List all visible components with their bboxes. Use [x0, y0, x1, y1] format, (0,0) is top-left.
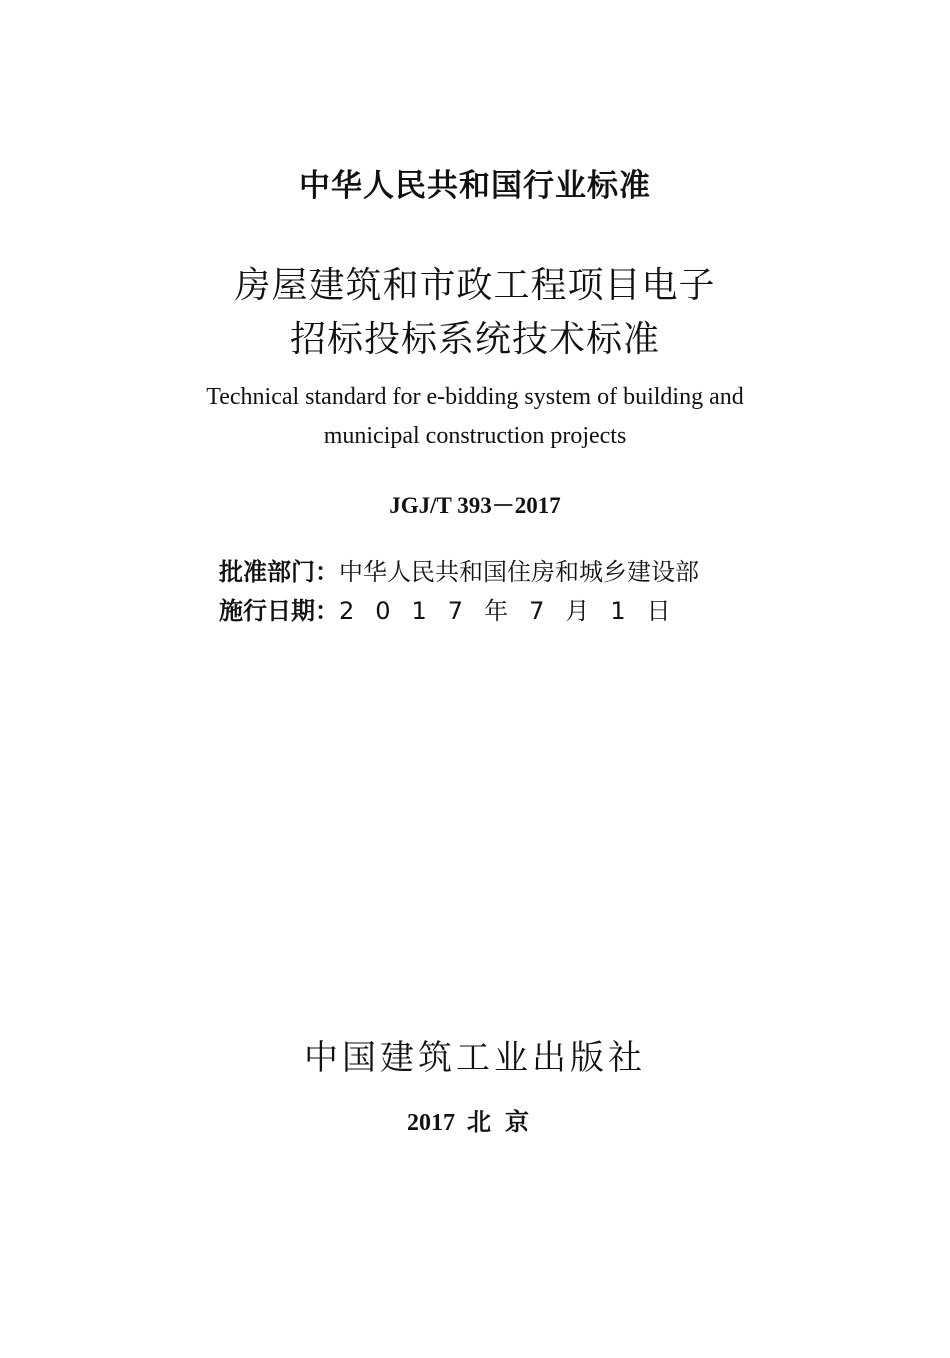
document-title-en-line-2: municipal construction projects [323, 423, 627, 449]
effective-date-value: 2017年7月1日 [339, 597, 692, 625]
publisher: 中国建筑工业出版社 [304, 1038, 646, 1078]
approval-department-label: 批准部门： [219, 558, 339, 586]
approval-department-row [219, 552, 699, 587]
publication-place: 北京 [467, 1108, 543, 1136]
approval-department-value: 中华人民共和国住房和城乡建设部 [339, 558, 699, 586]
effective-date-label: 施行日期： [219, 597, 339, 625]
effective-date-row [219, 591, 692, 626]
document-title-cn-line-1: 房屋建筑和市政工程项目电子 [234, 265, 716, 306]
document-title-en-line-1: Technical standard for e-bidding system of building and [206, 384, 744, 410]
publication-year-place [0, 1102, 950, 1137]
document-title-cn-line-2: 招标投标系统技术标准 [289, 319, 660, 360]
publication-year: 2017 [407, 1110, 455, 1136]
standard-category: 中华人民共和国行业标准 [299, 168, 651, 204]
standard-code: JGJ/T 393－2017 [389, 493, 561, 518]
